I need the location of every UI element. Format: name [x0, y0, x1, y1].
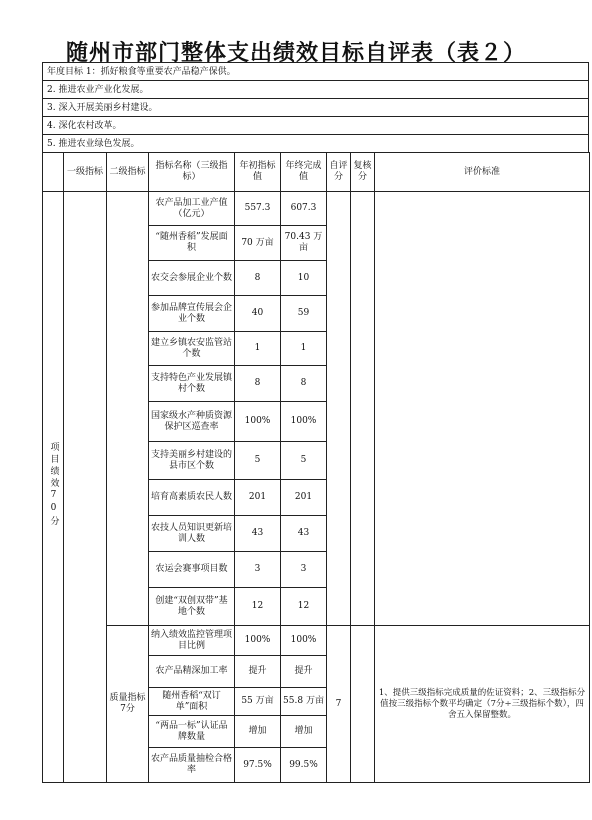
self-score-quality — [327, 626, 351, 783]
initial-value: 8 — [235, 261, 281, 296]
level2-quantity-cell — [107, 192, 149, 626]
initial-value: 增加 — [235, 716, 281, 748]
header-row — [43, 153, 590, 192]
final-value: 43 — [281, 516, 327, 552]
criteria-quality — [375, 626, 590, 783]
goal-line-4: 4. 深化农村改革。 — [43, 117, 588, 135]
header-final: 年终完成值 — [281, 153, 327, 192]
initial-value: 100% — [235, 626, 281, 656]
initial-value: 43 — [235, 516, 281, 552]
level1-label-cell-text: 项目绩效70分 — [48, 442, 59, 528]
final-value: 59 — [281, 296, 327, 332]
indicator-name: 农产品加工业产值（亿元） — [149, 192, 235, 226]
initial-value: 97.5% — [235, 748, 281, 783]
final-value: 1 — [281, 332, 327, 366]
initial-value: 5 — [235, 442, 281, 480]
self-score-quantity — [327, 192, 351, 626]
indicator-table — [42, 152, 590, 783]
header-initial: 年初指标值 — [235, 153, 281, 192]
final-value: 201 — [281, 480, 327, 516]
final-value: 10 — [281, 261, 327, 296]
goal-line-3: 3. 深入开展美丽乡村建设。 — [43, 99, 588, 117]
initial-value: 提升 — [235, 656, 281, 688]
indicator-name: 支持特色产业发展镇村个数 — [149, 366, 235, 402]
header-review-score: 复核分 — [351, 153, 375, 192]
indicator-name: 农技人员知识更新培训人数 — [149, 516, 235, 552]
review-score-quantity — [351, 192, 375, 626]
page-title: 随州市部门整体支出绩效目标自评表（表２） — [65, 41, 526, 66]
review-score-quality — [351, 626, 375, 783]
indicator-name: 农运会赛事项目数 — [149, 552, 235, 588]
final-value: 100% — [281, 626, 327, 656]
initial-value: 8 — [235, 366, 281, 402]
annual-goals — [42, 62, 589, 153]
final-value: 5 — [281, 442, 327, 480]
indicator-name: 创建“双创双带”基地个数 — [149, 588, 235, 626]
indicator-name: 培育高素质农民人数 — [149, 480, 235, 516]
indicator-name: 农交会参展企业个数 — [149, 261, 235, 296]
header-level2: 二级指标 — [107, 153, 149, 192]
header-self-score: 自评分 — [327, 153, 351, 192]
initial-value: 3 — [235, 552, 281, 588]
initial-value: 12 — [235, 588, 281, 626]
criteria-quantity — [375, 192, 590, 626]
goal-line-5: 5. 推进农业绿色发展。 — [43, 135, 588, 153]
level1-blank-cell — [64, 192, 107, 783]
indicator-name: “两品一标”认证品牌数量 — [149, 716, 235, 748]
table-row — [43, 192, 590, 226]
final-value: 3 — [281, 552, 327, 588]
final-value: 12 — [281, 588, 327, 626]
criteria-quality-text: 1、提供三级指标完成质量的佐证资料；2、三级指标分值按三级指标个数平均确定（7分÷三级指标个数），四舍五入保留整数。 — [378, 687, 586, 720]
initial-value: 55 万亩 — [235, 688, 281, 716]
table-row — [43, 626, 590, 656]
goal-line-1: 年度目标 1：抓好粮食等重要农产品稳产保供。 — [43, 63, 588, 81]
initial-value: 40 — [235, 296, 281, 332]
final-value: 70.43 万亩 — [281, 226, 327, 261]
level2-quality-cell — [107, 626, 149, 783]
header-criteria: 评价标准 — [375, 153, 590, 192]
final-value: 99.5% — [281, 748, 327, 783]
final-value: 增加 — [281, 716, 327, 748]
initial-value: 557.3 — [235, 192, 281, 226]
goal-line-2: 2. 推进农业产业化发展。 — [43, 81, 588, 99]
indicator-name: 支持美丽乡村建设的县市区个数 — [149, 442, 235, 480]
self-score-quality-text: 7 — [335, 698, 342, 709]
final-value: 55.8 万亩 — [281, 688, 327, 716]
final-value: 100% — [281, 402, 327, 442]
header-blank — [43, 153, 64, 192]
final-value: 提升 — [281, 656, 327, 688]
level2-quality-cell-text: 质量指标7分 — [109, 693, 146, 714]
indicator-name: 国家级水产种质资源保护区巡查率 — [149, 402, 235, 442]
final-value: 8 — [281, 366, 327, 402]
indicator-name: “随州香稻”发展面积 — [149, 226, 235, 261]
initial-value: 1 — [235, 332, 281, 366]
indicator-name: 农产品质量抽检合格率 — [149, 748, 235, 783]
initial-value: 100% — [235, 402, 281, 442]
header-name: 指标名称（三级指标） — [149, 153, 235, 192]
indicator-name: 纳入绩效监控管理项目比例 — [149, 626, 235, 656]
header-level1: 一级指标 — [64, 153, 107, 192]
indicator-name: 农产品精深加工率 — [149, 656, 235, 688]
final-value: 607.3 — [281, 192, 327, 226]
indicator-name: 随州香稻“双订单”面积 — [149, 688, 235, 716]
initial-value: 201 — [235, 480, 281, 516]
initial-value: 70 万亩 — [235, 226, 281, 261]
level1-label-cell — [43, 192, 64, 783]
indicator-name: 建立乡镇农安监管站个数 — [149, 332, 235, 366]
indicator-name: 参加品牌宣传展会企业个数 — [149, 296, 235, 332]
